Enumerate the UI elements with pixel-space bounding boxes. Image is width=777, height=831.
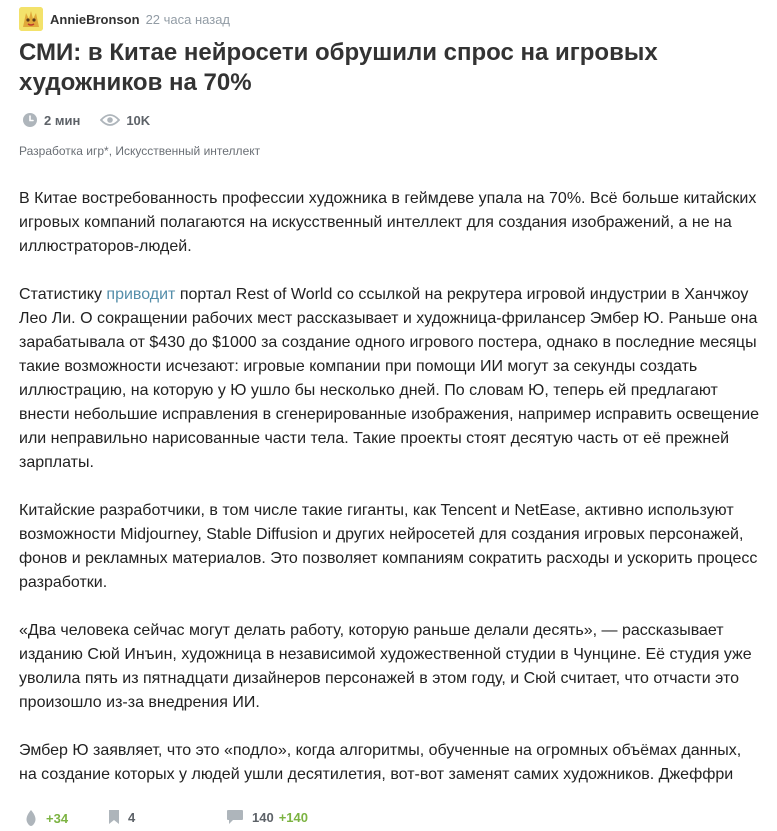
article-footer — [0, 805, 777, 831]
views-value: 10K — [126, 112, 151, 128]
read-time-value: 2 мин — [44, 112, 81, 128]
avatar[interactable] — [19, 7, 43, 31]
article-body — [19, 187, 761, 811]
paragraph: «Два человека сейчас могут делать работу, которую раньше делали десять», — рассказывает изданию Сюй Инъин, художница в независимой художественной студии в Чунцине. Её студия уже уволила пять из пятнадцати дизайнеров персонажей в этом году, и Сюй считает, что отчасти это произошло из-за внедрения ИИ. — [19, 622, 752, 711]
comment-icon — [226, 809, 244, 825]
paragraph: В Китае востребованность профессии художника в геймдеве упала на 70%. Всё больше китайских игровых компаний полагаются на искусственный интеллект для создания изображений, а не на иллюстраторов-людей. — [19, 190, 757, 255]
views — [100, 113, 150, 128]
paragraph-text: портал Rest of World со ссылкой на рекрутера игровой индустрии в Ханчжоу Лео Ли. О сокращении рабочих мест рассказывает и художница-фрилансер Эмбер Ю. Раньше она зарабатывала от $430 до $1000 за создание одного игрового постера, однако в последние месяцы такие возможности исчезают: игровые компании при помощи ИИ могут за секунды создать иллюстрацию, на которую у Ю ушло бы несколько дней. По словам Ю, теперь ей предлагают внести небольшие исправления в сгенерированные изображения, например исправить освещение или неправильно нарисованные части тела. Такие проекты стоят десятую часть от её прежней зарплаты. — [19, 286, 760, 471]
source-link[interactable]: приводит — [106, 286, 176, 303]
author-name[interactable]: AnnieBronson — [50, 11, 140, 27]
hub-link[interactable]: Разработка игр* — [19, 144, 109, 158]
hub-separator: , — [108, 144, 116, 158]
paragraph: Китайские разработчики, в том числе такие гиганты, как Tencent и NetEase, активно используют возможности Midjourney, Stable Diffusion и других нейросетей для создания игровых персонажей, фонов и рекламных материалов. Это позволяет компаниям сократить расходы и ускорить процесс разработки. — [19, 502, 758, 591]
hubs-list — [19, 144, 260, 158]
paragraph-text: Статистику — [19, 286, 107, 303]
eye-icon — [100, 113, 120, 127]
author-row — [19, 6, 230, 32]
rating-value: +34 — [46, 810, 69, 826]
hub-link[interactable]: Искусственный интеллект — [115, 144, 261, 158]
article-meta — [22, 110, 170, 130]
comments-count: 140 — [252, 809, 274, 825]
paragraph — [19, 283, 761, 475]
rating[interactable] — [24, 809, 68, 827]
bookmark-icon — [108, 809, 120, 825]
read-time — [22, 112, 80, 128]
article-title: СМИ: в Китае нейросети обрушили спрос на игровых художников на 70% — [19, 39, 658, 96]
bookmarks[interactable] — [108, 809, 135, 825]
clock-icon — [22, 112, 38, 128]
post-time: 22 часа назад — [145, 11, 231, 27]
paragraph: Эмбер Ю заявляет, что это «подло», когда алгоритмы, обученные на огромных объёмах данных, на создание которых у людей ушли десятилетия, вот-вот заменят самих художников. Джеффри — [19, 742, 742, 783]
bookmarks-count: 4 — [128, 809, 136, 825]
rating-icon — [24, 809, 38, 827]
comments-new: +140 — [278, 809, 308, 825]
comments[interactable] — [226, 809, 308, 825]
